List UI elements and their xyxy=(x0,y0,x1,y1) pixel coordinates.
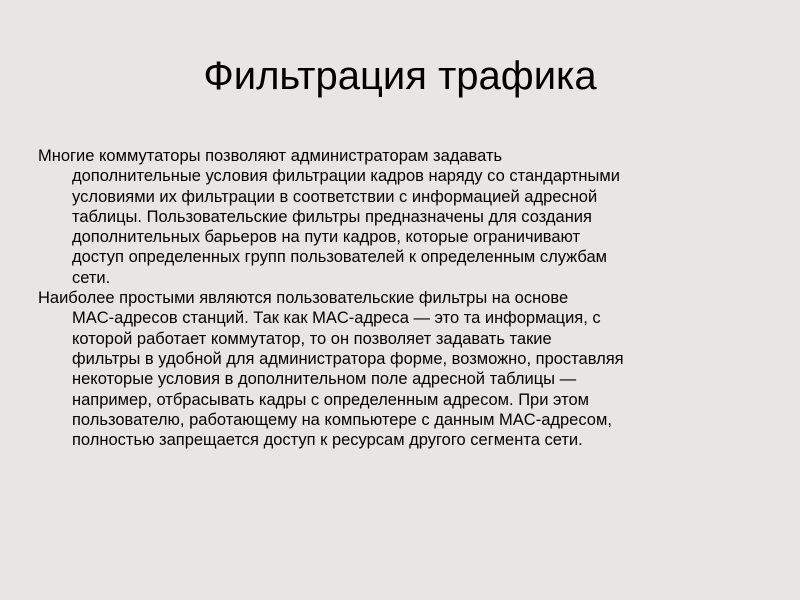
slide-body xyxy=(38,146,728,450)
body-paragraph-2: Наиболее простыми являются пользовательские фильтры на основе MAC-адресов станций. Так как MAC-адреса — это та информация, с которой работает коммутатор, то он позволяет задавать такие фильтры в удобной для администратора форме, возможно, проставляя некоторые условия в дополнительном поле адресной таблицы — например, отбрасывать кадры с определенным адресом. При этом пользователю, работающему на компьютере с данным MAC-адресом, полностью запрещается доступ к ресурсам другого сегмента сети. xyxy=(38,289,624,450)
slide-title: Фильтрация трафика xyxy=(203,54,597,98)
body-paragraph-1: Многие коммутаторы позволяют администраторам задавать дополнительные условия фильтрации кадров наряду со стандартными условиями их фильтрации в соответствии с информацией адресной таблицы. Пользовательские фильтры предназначены для создания дополнительных барьеров на пути кадров, которые ограничивают доступ определенных групп пользователей к определенным службам сети. xyxy=(38,147,620,287)
